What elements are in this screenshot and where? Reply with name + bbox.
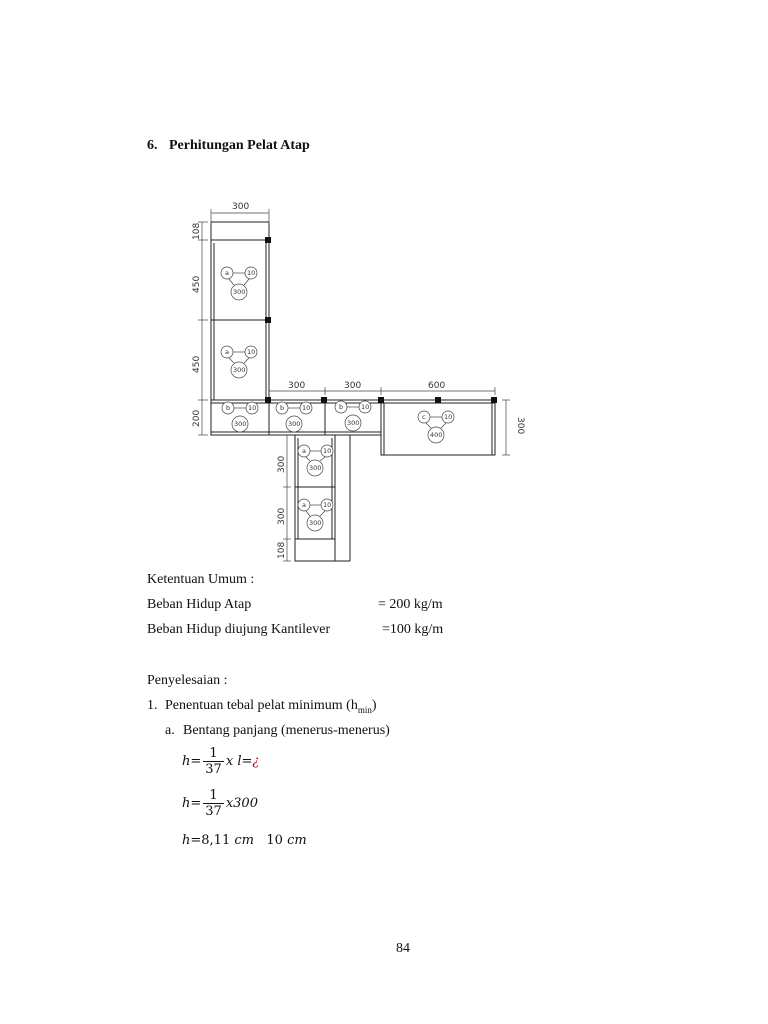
dim-mid-width: 300 (344, 381, 362, 391)
svg-text:a: a (225, 269, 229, 277)
dim-mid-width: 300 (288, 381, 306, 391)
slab-panel (211, 240, 269, 320)
svg-text:10: 10 (444, 413, 453, 421)
svg-text:10: 10 (247, 269, 256, 277)
slab-label (298, 445, 333, 476)
load-label: Beban Hidup Atap (147, 597, 252, 612)
top-cantilever-panel (211, 222, 269, 240)
dim-left-height: 450 (192, 275, 202, 293)
dim-lower-height: 300 (277, 455, 287, 473)
page-number: 84 (396, 941, 410, 956)
dim-lower-height: 108 (277, 541, 287, 559)
sub-item-label: a. (165, 723, 175, 738)
dim-top-width: 300 (232, 202, 250, 212)
sub-item-a (165, 723, 390, 739)
section-heading (147, 138, 310, 154)
svg-text:b: b (226, 404, 231, 412)
fraction: $\frac{1}{37}$ (205, 788, 222, 819)
formula-1: h= $\frac{1}{37}$ x l=¿ (182, 746, 260, 777)
svg-text:300: 300 (234, 420, 247, 428)
slab-label (221, 267, 257, 300)
svg-text:b: b (280, 404, 285, 412)
svg-text:300: 300 (288, 420, 301, 428)
item-1 (147, 698, 377, 715)
svg-text:a: a (302, 447, 306, 455)
svg-text:10: 10 (302, 404, 311, 412)
svg-text:a: a (302, 501, 306, 509)
slab-label (221, 346, 257, 378)
item-subscript: min (357, 704, 372, 715)
svg-text:10: 10 (247, 348, 256, 356)
load-value: =100 kg/m (382, 622, 444, 637)
dim-left-height: 450 (192, 355, 202, 373)
general-title: Ketentuan Umum : (147, 572, 255, 587)
svg-text:10: 10 (323, 447, 332, 455)
svg-text:300: 300 (309, 464, 322, 472)
slab-label (418, 411, 454, 443)
svg-text:300: 300 (347, 419, 360, 427)
dim-left-height: 108 (192, 222, 202, 240)
svg-text:b: b (339, 403, 344, 411)
dim-left-height: 200 (192, 409, 202, 427)
slab-label (298, 499, 333, 531)
dim-mid-width: 600 (428, 381, 446, 391)
load-label: Beban Hidup diujung Kantilever (147, 622, 331, 637)
svg-text:300: 300 (309, 519, 322, 527)
formula-3: h=8,11 cm 10 cm (182, 833, 307, 848)
svg-text:300: 300 (233, 366, 246, 374)
dim-lower-height: 300 (277, 507, 287, 525)
sub-item-text: Bentang panjang (menerus-menerus) (183, 723, 390, 738)
section-number: 6. (147, 138, 158, 153)
svg-text:400: 400 (430, 431, 443, 439)
item-number: 1. (147, 698, 158, 713)
svg-text:10: 10 (361, 403, 370, 411)
svg-text:c: c (422, 413, 426, 421)
fraction: $\frac{1}{37}$ (205, 746, 222, 777)
roof-slab-plan-drawing (180, 195, 525, 575)
slab-label (222, 402, 258, 432)
slab-label (335, 401, 371, 431)
formula-2: h= $\frac{1}{37}$ x300 (182, 788, 258, 819)
svg-text:10: 10 (323, 501, 332, 509)
svg-text:300: 300 (233, 288, 246, 296)
item-text: Penentuan tebal pelat minimum (h (165, 698, 358, 713)
svg-text:a: a (225, 348, 229, 356)
dim-right-height: 300 (515, 417, 525, 435)
slab-panel (211, 320, 269, 400)
load-value: = 200 kg/m (378, 597, 443, 612)
section-title: Perhitungan Pelat Atap (169, 138, 310, 153)
slab-label (276, 402, 312, 432)
svg-text:10: 10 (248, 404, 257, 412)
solution-title: Penyelesaian : (147, 673, 228, 688)
item-close: ) (371, 698, 377, 713)
